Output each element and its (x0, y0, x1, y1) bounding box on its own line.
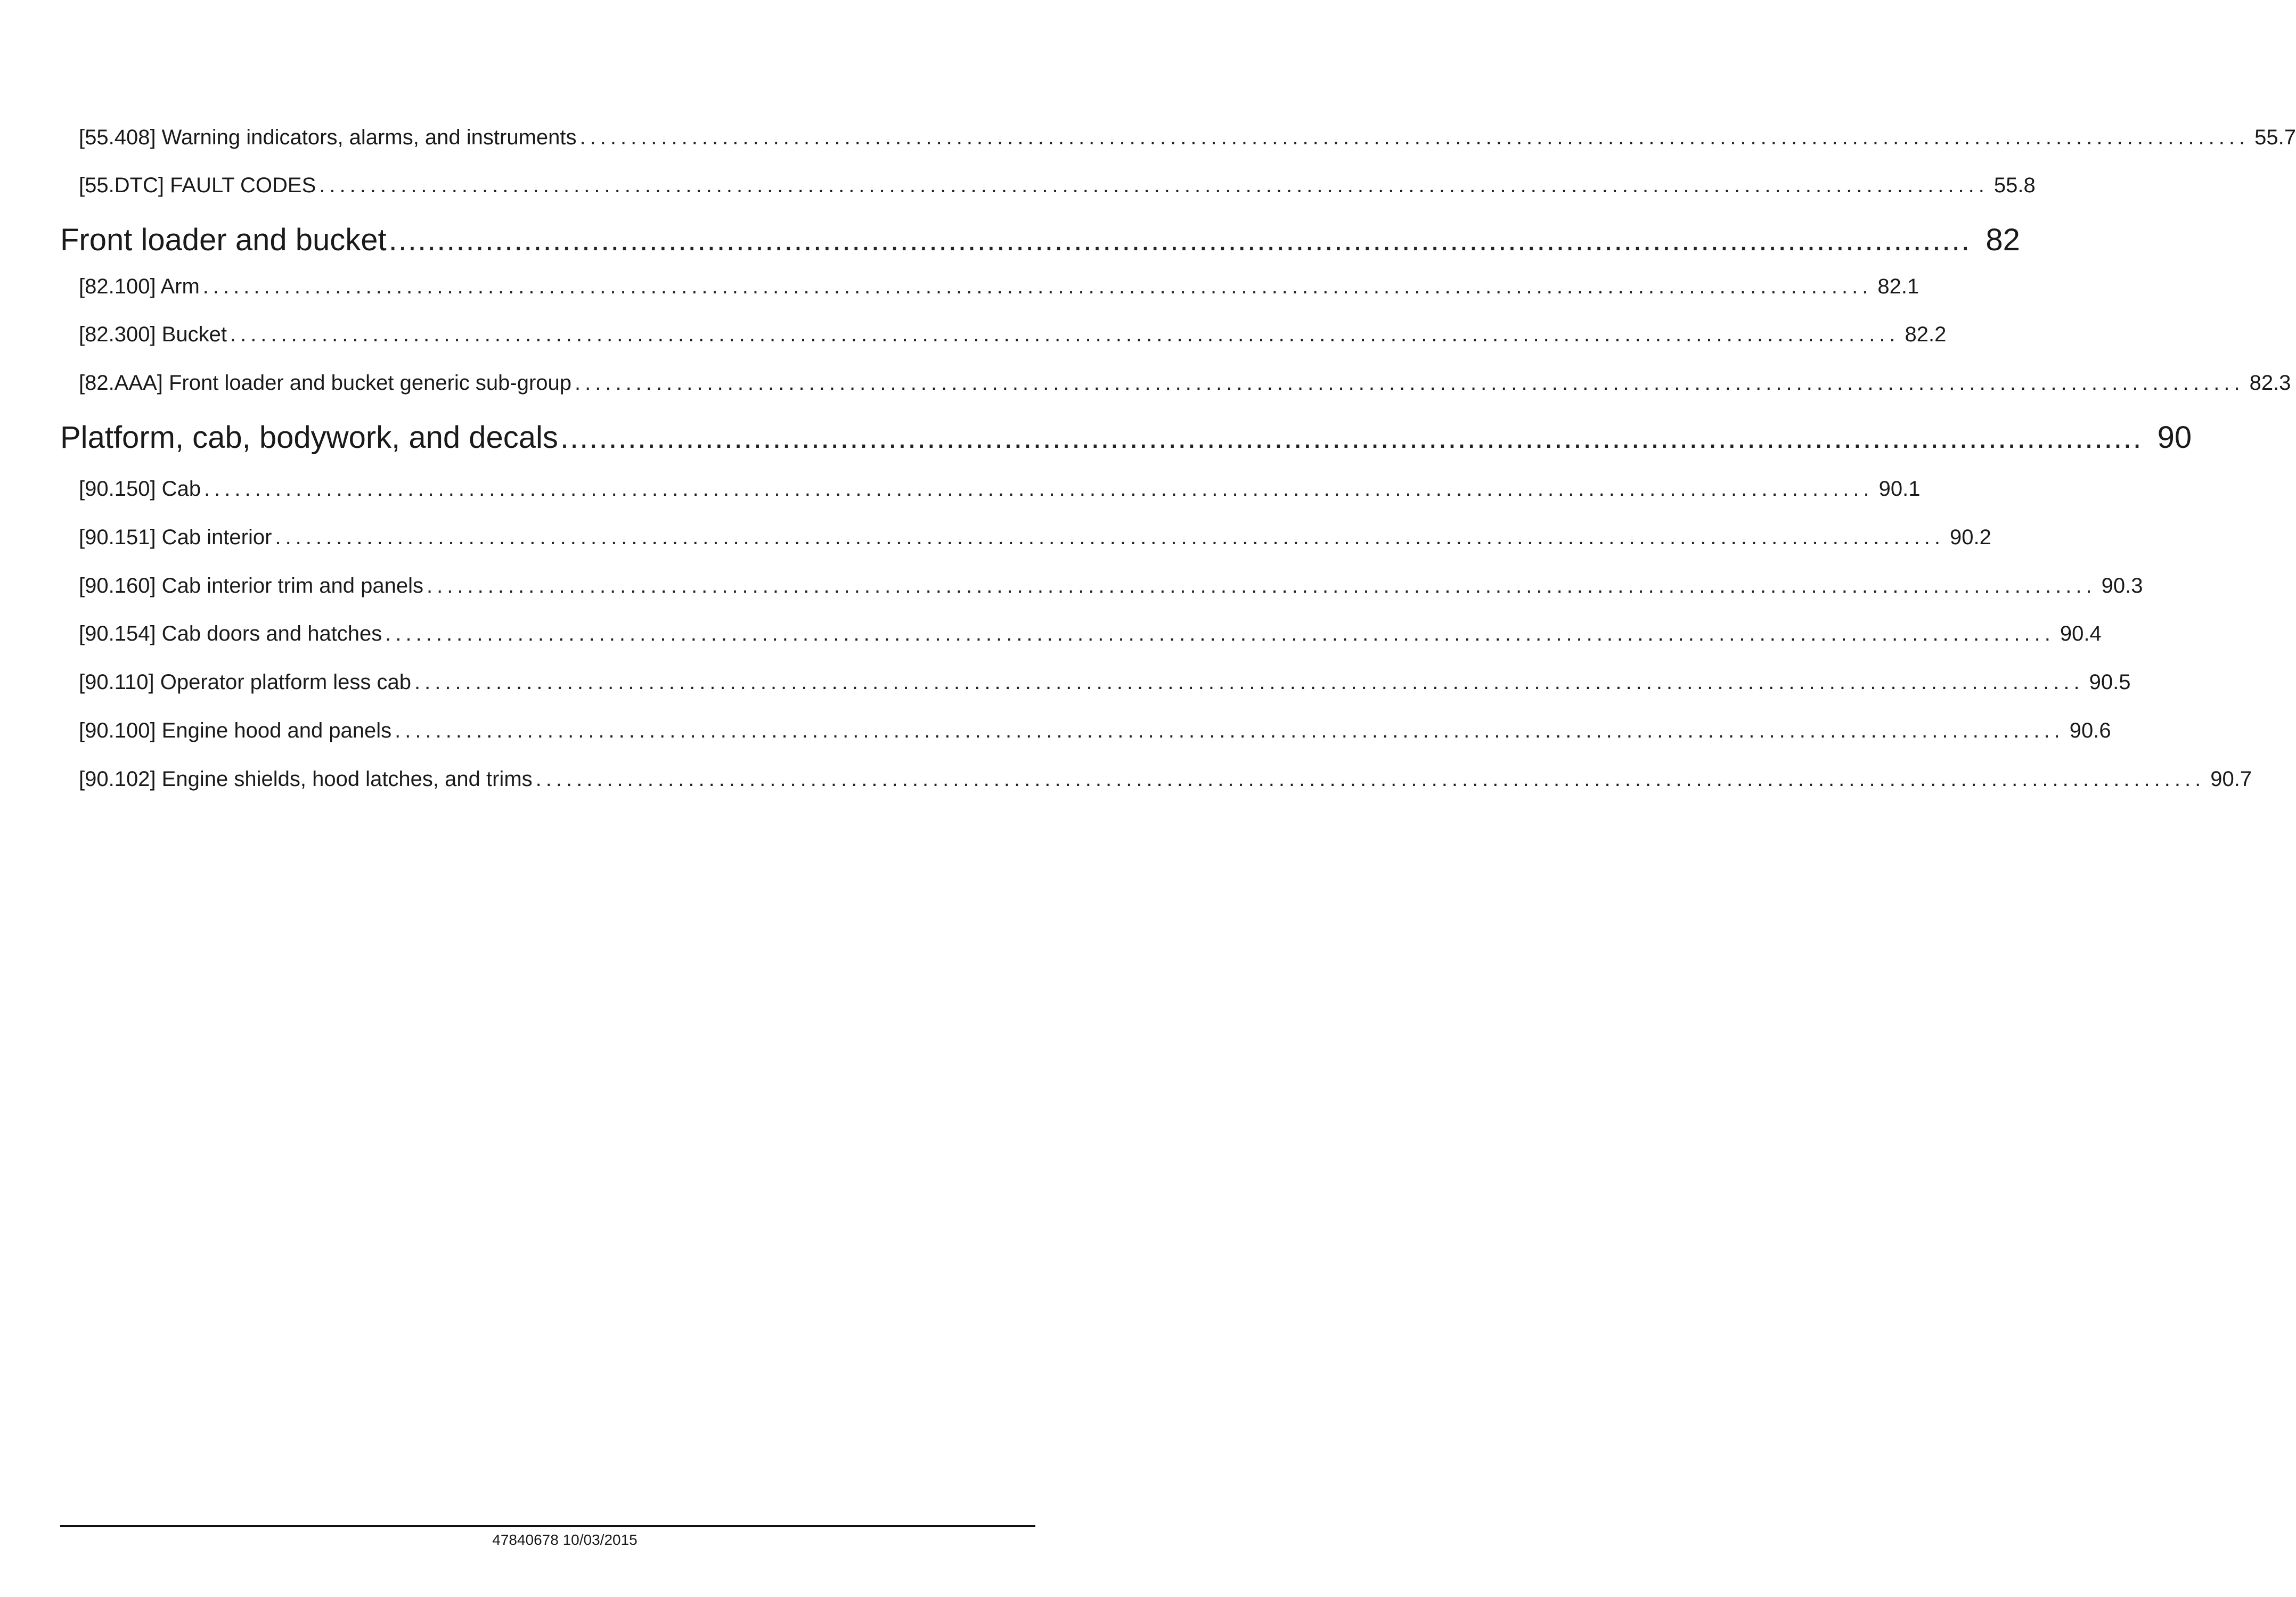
dot-leader: .................................................................................................................................................................... (388, 223, 1971, 257)
dot-leader: .................................................................................................................................................................... (319, 174, 1989, 197)
toc-entry-label: [82.300] Bucket (79, 323, 227, 346)
toc-entry-55-408[interactable] (79, 124, 2296, 151)
toc-entry-page: 90.2 (1950, 526, 1991, 549)
toc-entry-55-dtc[interactable] (79, 171, 2036, 199)
toc-entry-90-154[interactable] (79, 620, 2102, 648)
toc-section-platform-cab[interactable] (60, 419, 2192, 456)
toc-entry-label: [90.102] Engine shields, hood latches, and trims (79, 767, 533, 791)
toc-entry-label: [90.154] Cab doors and hatches (79, 622, 382, 645)
dot-leader: .................................................................................................................................................................... (427, 574, 2096, 597)
toc-entry-page: 90.6 (2069, 719, 2111, 742)
toc-entry-page: 90.5 (2089, 670, 2131, 694)
toc-entry-page: 82.1 (1877, 275, 1919, 298)
toc-entry-90-102[interactable] (79, 765, 2252, 793)
toc-entry-label: [82.AAA] Front loader and bucket generic sub-group (79, 371, 571, 395)
toc-entry-label: [55.408] Warning indicators, alarms, and instruments (79, 126, 577, 149)
toc-entry-90-100[interactable] (79, 717, 2111, 744)
toc-entry-label: [90.151] Cab interior (79, 526, 272, 549)
toc-entry-82-300[interactable] (79, 321, 1947, 348)
dot-leader: .................................................................................................................................................................... (275, 526, 1945, 549)
toc-entry-82-100[interactable] (79, 273, 1919, 300)
toc-entry-90-160[interactable] (79, 572, 2143, 600)
toc-entry-page: 82.3 (2249, 371, 2291, 395)
toc-entry-90-150[interactable] (79, 475, 1921, 503)
dot-leader: .................................................................................................................................................................... (385, 622, 2055, 645)
toc-section-label: Platform, cab, bodywork, and decals (60, 420, 558, 455)
toc-entry-page: 90.4 (2060, 622, 2102, 645)
toc-entry-90-110[interactable] (79, 668, 2131, 696)
footer-rule (60, 1525, 1035, 1527)
toc-entry-label: [90.110] Operator platform less cab (79, 670, 412, 694)
toc-entry-page: 82.2 (1905, 323, 1947, 346)
dot-leader: .................................................................................................................................................................... (414, 670, 2084, 694)
toc-entry-label: [82.100] Arm (79, 275, 200, 298)
dot-leader: .................................................................................................................................................................... (204, 477, 1874, 501)
dot-leader: .................................................................................................................................................................... (579, 126, 2250, 149)
toc-entry-label: [90.100] Engine hood and panels (79, 719, 392, 742)
toc-entry-page: 90.1 (1878, 477, 1921, 501)
dot-leader: .................................................................................................................................................................... (395, 719, 2064, 742)
toc-entry-90-151[interactable] (79, 523, 1991, 551)
toc-entry-page: 90.3 (2101, 574, 2143, 597)
toc-entry-82-aaa[interactable] (79, 369, 2291, 397)
toc-entry-label: [90.150] Cab (79, 477, 201, 501)
dot-leader: .................................................................................................................................................................... (202, 275, 1873, 298)
toc-entry-label: [90.160] Cab interior trim and panels (79, 574, 424, 597)
toc-section-page: 90 (2157, 420, 2192, 455)
toc-entry-page: 90.7 (2210, 767, 2252, 791)
dot-leader: .................................................................................................................................................................... (230, 323, 1900, 346)
toc-section-front-loader[interactable] (60, 222, 2020, 259)
dot-leader: .................................................................................................................................................................... (535, 767, 2205, 791)
toc-entry-label: [55.DTC] FAULT CODES (79, 174, 316, 197)
toc-entry-page: 55.7 (2254, 126, 2296, 149)
toc-entry-page: 55.8 (1993, 174, 2036, 197)
footer-document-info: 47840678 10/03/2015 (492, 1532, 638, 1548)
dot-leader: .................................................................................................................................................................... (560, 420, 2143, 455)
toc-section-label: Front loader and bucket (60, 223, 387, 257)
toc-section-page: 82 (1985, 223, 2020, 257)
dot-leader: .................................................................................................................................................................... (575, 371, 2244, 395)
